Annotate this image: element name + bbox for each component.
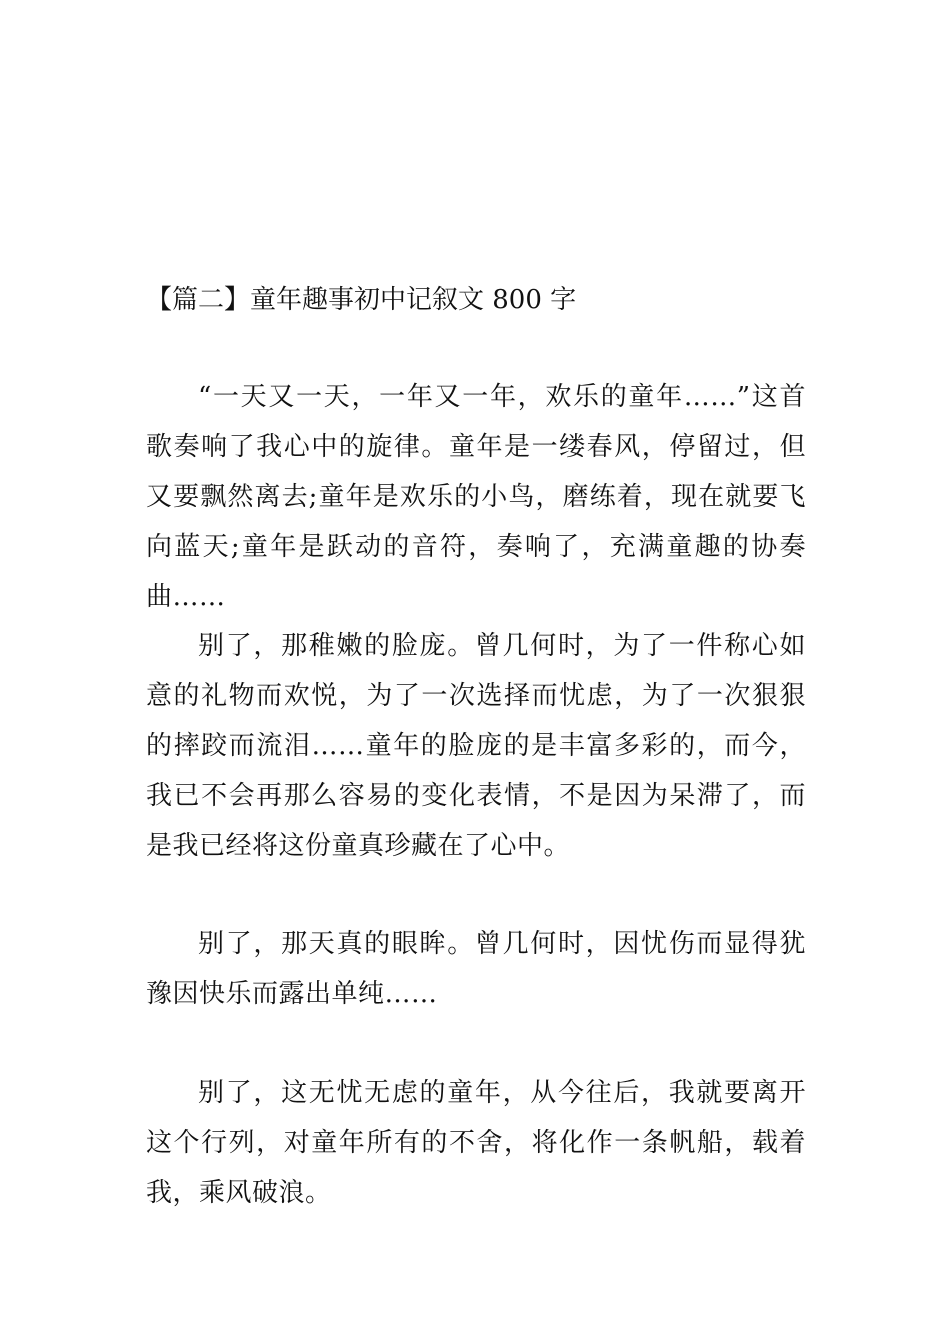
paragraph-3: 别了，那天真的眼眸。曾几何时，因忧伤而显得犹豫因快乐而露出单纯……: [146, 929, 806, 1009]
paragraph-1: “一天又一天，一年又一年，欢乐的童年……”这首歌奏响了我心中的旋律。童年是一缕春风，停留过，但又要飘然离去;童年是欢乐的小鸟，磨练着，现在就要飞向蓝天;童年是跃动的音符，奏响了，充满童趣的协奏曲……: [146, 382, 806, 612]
paragraph-4: 别了，这无忧无虑的童年，从今往后，我就要离开这个行列，对童年所有的不舍，将化作一条帆船，载着我，乘风破浪。: [146, 1078, 806, 1208]
paragraph-2: 别了，那稚嫩的脸庞。曾几何时，为了一件称心如意的礼物而欢悦，为了一次选择而忧虑，为了一次狠狠的摔跤而流泪……童年的脸庞的是丰富多彩的，而今，我已不会再那么容易的变化表情，不是因为呆滞了，而是我已经将这份童真珍藏在了心中。: [146, 631, 806, 861]
article-heading: 【篇二】童年趣事初中记叙文 800 字: [146, 285, 577, 315]
